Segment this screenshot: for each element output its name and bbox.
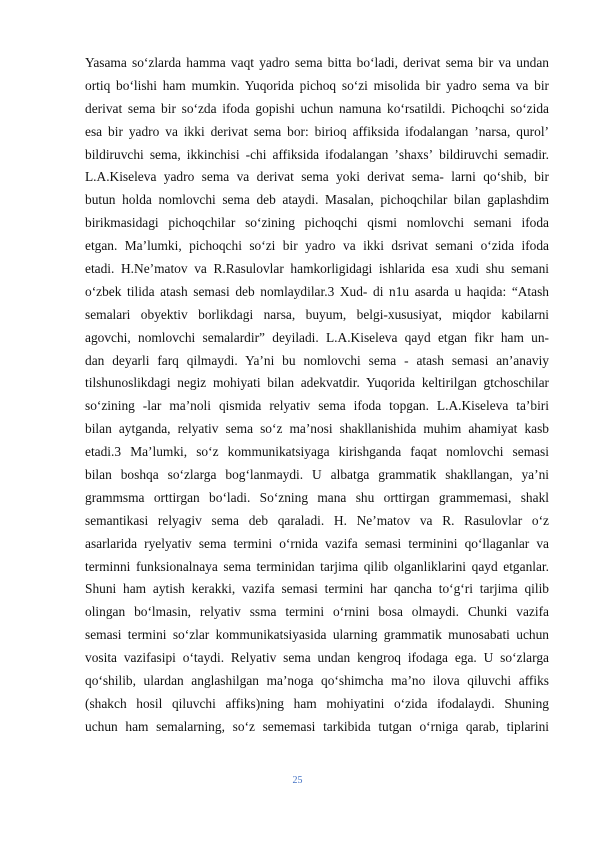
- text-line: Yasama soʻzlarda hamma vaqt yadro sema bitta boʻladi, derivat sema bir va undan: [85, 55, 549, 70]
- text-line: (shakch hosil qiluvchi affiks)ning ham mohiyatini oʻzida ifodalaydi. Shuning: [85, 695, 549, 711]
- text-line: asarlarida ryelyativ sema termini oʻrnida vazifa semasi terminini qoʻllaganlar va: [85, 535, 549, 551]
- text-line: dan deyarli farq qilmaydi. Yaʼni bu nomlovchi sema - atash semasi anʼanaviy: [85, 352, 549, 368]
- text-line: derivat sema bir soʻzda ifoda gopishi uchun namuna koʻrsatildi. Pichoqchi soʻzida: [85, 100, 549, 116]
- text-line: semalari obyektiv borlikdagi narsa, buyum, belgi-xususiyat, miqdor kabilarni: [85, 306, 549, 322]
- text-line: etadi. H.Neʼmatov va R.Rasulovlar hamkorligidagi ishlarida esa xudi shu semani: [85, 261, 549, 277]
- text-line: vosita vazifasipi oʻtaydi. Relyativ sema undan kengroq ifodaga ega. U soʻzlarga: [85, 650, 549, 666]
- text-line: L.A.Kiseleva yadro sema va derivat sema yoki derivat sema- larni qoʻshib, bir: [85, 169, 549, 185]
- text-line: etadi.3 Maʼlumki, soʻz kommunikatsiyaga kirishganda faqat nomlovchi semasi: [85, 444, 549, 460]
- text-line: soʻzining -lar maʼnoli qismida relyativ sema ifoda topgan. L.A.Kiseleva taʼbiri: [85, 398, 549, 414]
- text-line: etgan. Maʼlumki, pichoqchi soʻzi bir yadro va ikki dsrivat semani oʻzida ifoda: [85, 238, 549, 254]
- text-line: oʻzbek tilida atash semasi deb nomlaydilar.3 Xud- di n1u asarda u haqida: “Atash: [85, 283, 549, 299]
- text-line: tilshunoslikdagi negiz mohiyati bilan adekvatdir. Yuqorida keltirilgan gtchoschilar: [85, 375, 549, 391]
- text-line: birikmasidagi pichoqchilar soʻzining pichoqchi qismi nomlovchi semani ifoda: [85, 215, 549, 231]
- text-line: butun holda nomlovchi sema deb ataydi. Masalan, pichoqchilar bilan gaplashdim: [85, 192, 549, 208]
- text-line: olingan boʻlmasin, relyativ ssma termini oʻrnini bosa olmaydi. Chunki vazifa: [85, 604, 549, 620]
- text-line: qoʻshilib, ulardan anglashilgan maʼnoga qoʻshimcha maʼno ilova qiluvchi affiks: [85, 673, 549, 689]
- page-number: 25: [292, 775, 303, 786]
- text-line: bildiruvchi sema, ikkinchisi -chi affiksida ifodalangan ʼshaxsʼ bildiruvchi semadir.: [85, 146, 549, 162]
- text-line: bilan boshqa soʻzlarga bogʻlanmaydi. U albatga grammatik shakllangan, yaʼni: [85, 467, 549, 483]
- text-line: semantikasi relyagiv sema deb qaraladi. H. Neʼmatov va R. Rasulovlar oʻz: [85, 512, 549, 528]
- body-text: [85, 52, 549, 739]
- text-line: terminni funksionalnaya sema terminidan tarjima qilib olganliklarini qayd etganlar.: [85, 558, 549, 574]
- text-line: semasi termini soʻzlar kommunikatsiyasida ularning grammatik munosabati uchun: [85, 627, 549, 643]
- text-line: uchun ham semalarning, soʻz sememasi tarkibida tutgan oʻrniga qarab, tiplarini: [85, 718, 549, 734]
- text-line: grammsma orttirgan boʻladi. Soʻzning mana shu orttirgan grammemasi, shakl: [85, 489, 549, 505]
- text-line: ortiq boʻlishi ham mumkin. Yuqorida pichoq soʻzi misolida bir yadro sema va bir: [85, 77, 549, 93]
- text-line: agovchi, nomlovchi semalardir” deyiladi. L.A.Kiseleva qayd etgan fikr ham un-: [85, 329, 549, 345]
- text-line: bilan aytganda, relyativ sema soʻz maʼnosi shakllanishida muhim ahamiyat kasb: [85, 421, 549, 437]
- text-line: Shuni ham aytish kerakki, vazifa semasi termini har qancha toʻgʻri tarjima qilib: [85, 581, 549, 597]
- text-line: esa bir yadro va ikki derivat sema bor: birioq affiksida ifodalangan ʼnarsa, qurolʼ: [85, 123, 549, 139]
